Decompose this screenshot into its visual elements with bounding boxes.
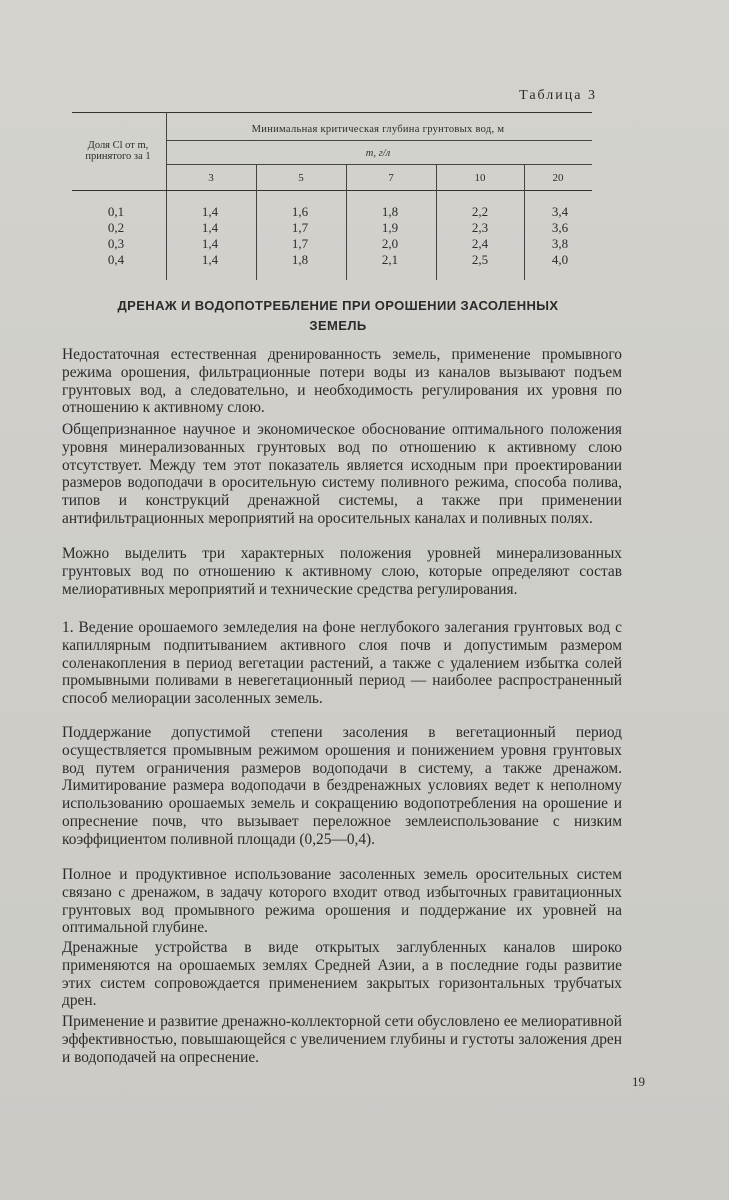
table-cell: 4,0 bbox=[551, 252, 569, 267]
table-cell: 2,5 bbox=[471, 252, 489, 267]
unit-header: m, г/л bbox=[365, 148, 391, 159]
col-divider bbox=[346, 164, 347, 190]
paragraph: 1. Ведение орошаемого земледелия на фоне неглубокого залегания грунтовых вод с капиллярным подпитыванием активного слоя почв и допустимым размером соленакопления в период вегетации растений, а также с удалением избытка солей промывными поливами в невегетационный период — наиболее распространенный способ мелиорации засоленных земель. bbox=[62, 619, 622, 708]
paragraph: Дренажные устройства в виде открытых заглубленных каналов широко применяются на орошаемых землях Средней Азии, а в последние годы развитие этих систем сопровождается применением закрытых горизонтальных трубчатых дрен. bbox=[62, 939, 622, 1010]
page-number: 19 bbox=[632, 1074, 645, 1089]
table-cell: 1,4 bbox=[201, 220, 219, 235]
section-heading-line1: ДРЕНАЖ И ВОДОПОТРЕБЛЕНИЕ ПРИ ОРОШЕНИИ ЗАСОЛЕННЫХ bbox=[117, 298, 559, 313]
col-divider bbox=[524, 164, 525, 190]
paragraph: Поддержание допустимой степени засоления в вегетационный период осуществляется промывным режимом орошения и понижением уровня грунтовых вод путем ограничения размеров водоподачи в систему, а также дренажом. Лимитирование размера водоподачи в бездренажных условиях ведет к неполному использованию орошаемых земель и сокращению водопотребления на орошение и опреснение почв, что вызывает переложное землеиспользование с низким коэффициентом поливной площади (0,25—0,4). bbox=[62, 724, 622, 848]
table-cell: 2,3 bbox=[471, 220, 489, 235]
table-caption: Таблица 3 bbox=[519, 88, 597, 103]
paragraph: Недостаточная естественная дренированность земель, применение промывного режима орошения, фильтрационные потери воды из каналов вызывают подъем грунтовых вод, а следовательно, и необходимость регулирования их уровня по отношению к активному слою. bbox=[62, 346, 622, 417]
stub-header: Доля Cl от m, принятого за 1 bbox=[85, 140, 151, 162]
paragraph: Можно выделить три характерных положения уровней минерализованных грунтовых вод по отношению к активному слою, которые определяют состав мелиоративных мероприятий и технические средства регулирования. bbox=[62, 545, 622, 598]
paragraph: Применение и развитие дренажно-коллекторной сети обусловлено ее мелиоративной эффективностью, повышающейся с увеличением глубины и густоты заложения дрен и водоподачей на опреснение. bbox=[62, 1013, 622, 1066]
table-top-rule bbox=[72, 112, 592, 113]
table-cell: 1,4 bbox=[201, 252, 219, 267]
col-divider bbox=[524, 190, 525, 280]
row-share: 0,3 bbox=[107, 236, 125, 251]
table-cell: 2,4 bbox=[471, 236, 489, 251]
section-heading bbox=[72, 296, 604, 336]
col-divider bbox=[436, 164, 437, 190]
table-cell: 1,7 bbox=[291, 220, 309, 235]
table-cell: 1,9 bbox=[381, 220, 399, 235]
table-cell: 3,6 bbox=[551, 220, 569, 235]
span-header-rule bbox=[166, 140, 592, 141]
row-share: 0,1 bbox=[107, 204, 125, 219]
span-header: Минимальная критическая глубина грунтовых вод, м bbox=[251, 124, 505, 135]
section-heading-line2: ЗЕМЕЛЬ bbox=[309, 318, 367, 333]
unit-header-rule bbox=[166, 164, 592, 165]
table-cell: 1,4 bbox=[201, 236, 219, 251]
stub-divider bbox=[166, 112, 167, 280]
table-cell: 2,1 bbox=[381, 252, 399, 267]
row-share: 0,4 bbox=[107, 252, 125, 267]
col-divider bbox=[436, 190, 437, 280]
column-header: 20 bbox=[552, 172, 564, 184]
col-divider bbox=[346, 190, 347, 280]
header-bottom-rule bbox=[72, 190, 592, 191]
table-cell: 2,2 bbox=[471, 204, 489, 219]
col-divider bbox=[256, 190, 257, 280]
table-cell: 1,8 bbox=[291, 252, 309, 267]
paragraph: Полное и продуктивное использование засоленных земель оросительных систем связано с дренажом, в задачу которого входит отвод избыточных гравитационных грунтовых вод промывного режима орошения и поддержание их уровней на оптимальной глубине. bbox=[62, 866, 622, 937]
column-header: 10 bbox=[474, 172, 486, 184]
table-cell: 3,4 bbox=[551, 204, 569, 219]
table-cell: 2,0 bbox=[381, 236, 399, 251]
table-cell: 1,6 bbox=[291, 204, 309, 219]
column-header: 7 bbox=[388, 172, 394, 184]
col-divider bbox=[256, 164, 257, 190]
column-header: 5 bbox=[298, 172, 304, 184]
table-cell: 1,8 bbox=[381, 204, 399, 219]
column-header: 3 bbox=[208, 172, 214, 184]
paragraph: Общепризнанное научное и экономическое обоснование оптимального положения уровня минерализованных грунтовых вод по отношению к активному слою отсутствует. Между тем этот показатель является исходным при проектировании размеров водоподачи в оросительную систему поливного режима, способа полива, типов и конструкций дренажной системы, а также при применении антифильтрационных мероприятий на оросительных каналах и поливных полях. bbox=[62, 421, 622, 527]
table-cell: 1,4 bbox=[201, 204, 219, 219]
row-share: 0,2 bbox=[107, 220, 125, 235]
table-cell: 1,7 bbox=[291, 236, 309, 251]
table-cell: 3,8 bbox=[551, 236, 569, 251]
